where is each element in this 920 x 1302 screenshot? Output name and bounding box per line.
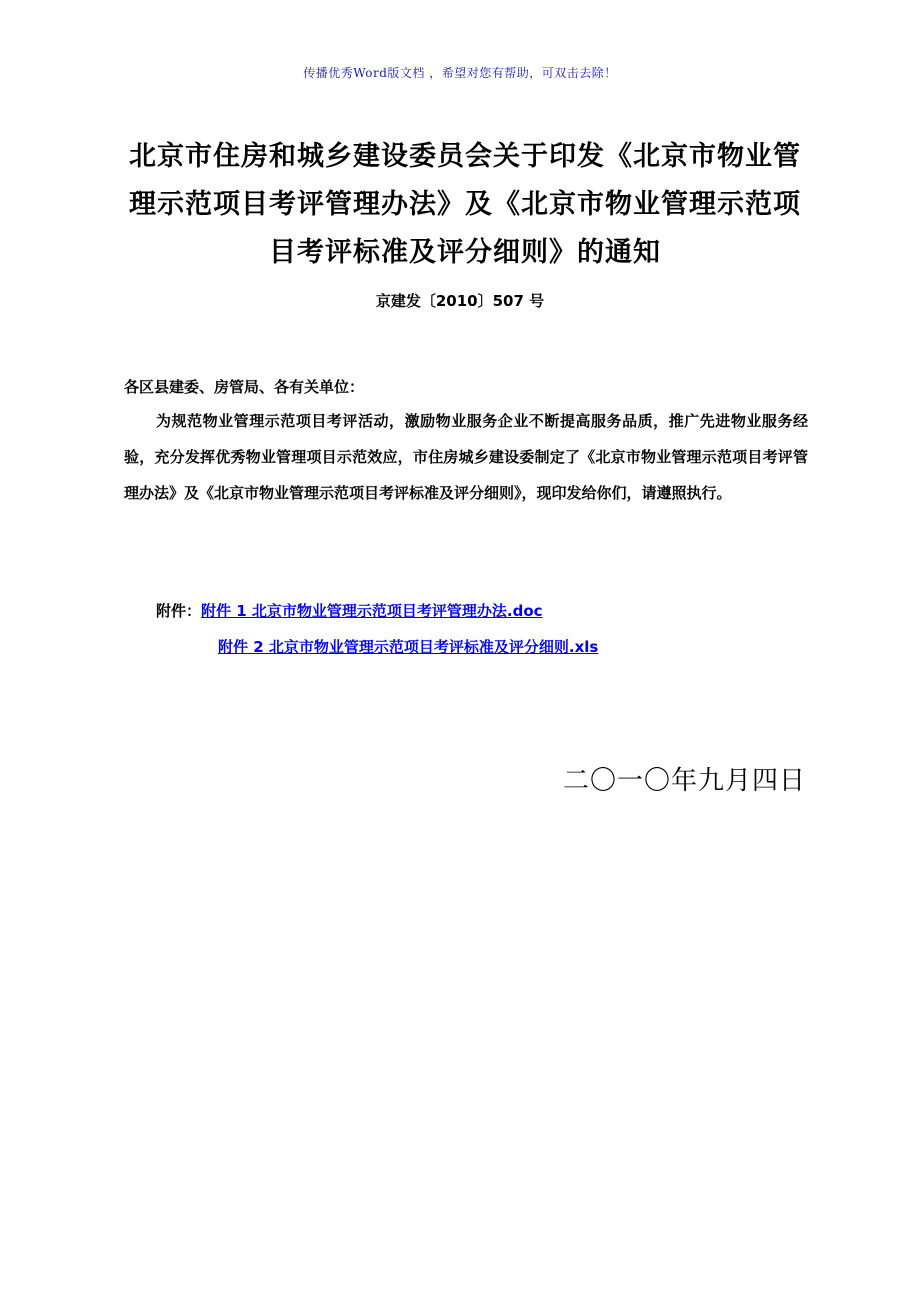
document-date: 二〇一〇年九月四日 (562, 766, 806, 796)
document-title: 北京市住房和城乡建设委员会关于印发《北京市物业管理示范项目考评管理办法》及《北京市物业管理示范项目考评标准及评分细则》的通知 (129, 141, 801, 268)
attachments-label: 附件： (156, 602, 202, 620)
body-paragraph: 为规范物业管理示范项目考评活动，激励物业服务企业不断提高服务品质，推广先进物业服务经验，充分发挥优秀物业管理项目示范效应，市住房城乡建设委制定了《北京市物业管理示范项目考评管理办法》及《北京市物业管理示范项目考评标准及评分细则》，现印发给你们，请遵照执行。 (124, 412, 808, 502)
attachments-row-2 (218, 636, 598, 657)
document-number: 京建发〔2010〕507 号 (375, 292, 545, 310)
salutation: 各区县建委、房管局、各有关单位： (124, 378, 365, 396)
attachments-row-1 (156, 600, 543, 621)
attachment-link-1[interactable]: 附件 1 北京市物业管理示范项目考评管理办法.doc (201, 602, 543, 620)
attachment-link-2[interactable]: 附件 2 北京市物业管理示范项目考评标准及评分细则.xls (218, 638, 599, 656)
header-note: 传播优秀Word版文档 ，希望对您有帮助，可双击去除！ (303, 66, 617, 80)
